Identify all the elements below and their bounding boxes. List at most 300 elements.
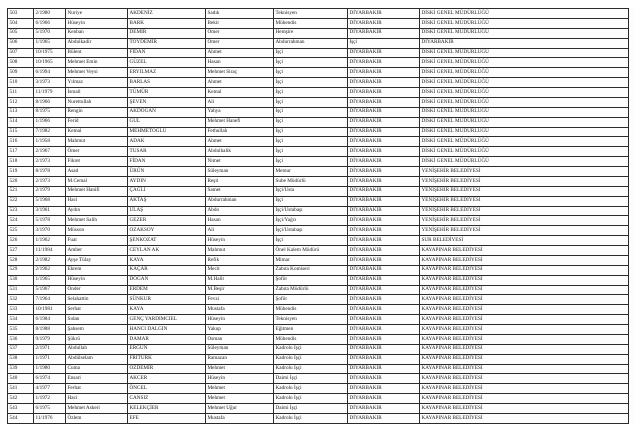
cell-no: 534 — [8, 315, 34, 325]
cell-job_title: Kadrolu İşçi — [274, 384, 348, 394]
cell-province: DİYARBAKIR — [348, 364, 420, 374]
cell-birth_year: 10/1975 — [34, 48, 66, 58]
cell-father_name: Mehmet — [206, 394, 274, 404]
table-row — [8, 97, 629, 107]
cell-birth_year: 11/1984 — [34, 246, 66, 256]
cell-no: 508 — [8, 58, 34, 68]
cell-birth_year: 2/1973 — [34, 176, 66, 186]
cell-job_title: Mühendis — [274, 18, 348, 28]
cell-father_name: Mahmut — [206, 246, 274, 256]
cell-last_name: KELEKÇİER — [128, 404, 206, 414]
cell-province: DİYARBAKIR — [348, 384, 420, 394]
cell-province: DİYARBAKIR — [348, 9, 420, 19]
cell-last_name: ERDEM — [128, 285, 206, 295]
cell-birth_year: 2/1982 — [34, 255, 66, 265]
cell-father_name: Reşit — [206, 176, 274, 186]
cell-father_name: Ahmet — [206, 48, 274, 58]
cell-birth_year: 5/1970 — [34, 28, 66, 38]
cell-province: DİYARBAKIR — [348, 58, 420, 68]
cell-no: 518 — [8, 157, 34, 167]
cell-province: DİYARBAKIR — [348, 186, 420, 196]
cell-first_name: Nuriye — [66, 9, 128, 19]
cell-first_name: Mehmet Veysi — [66, 68, 128, 78]
cell-institution: YENİŞEHİR BELEDİYESİ — [420, 167, 629, 177]
cell-first_name: Ferid — [66, 117, 128, 127]
cell-last_name: AKDOĞAN — [128, 107, 206, 117]
cell-last_name: ÖNCEL — [128, 384, 206, 394]
cell-province: DİYARBAKIR — [348, 88, 420, 98]
cell-first_name: Özlem — [66, 413, 128, 423]
cell-last_name: FRİTÜRK — [128, 354, 206, 364]
cell-no: 543 — [8, 404, 34, 414]
cell-first_name: Sıdan — [66, 315, 128, 325]
cell-birth_year: 1/1971 — [34, 354, 66, 364]
cell-last_name: KAYA — [128, 305, 206, 315]
cell-institution: DİSKİ GENEL MÜDÜRLÜĞÜ — [420, 9, 629, 19]
cell-institution: DİSKİ GENEL MÜDÜRLÜĞÜ — [420, 97, 629, 107]
cell-institution: KAYAPINAR BELEDİYESİ — [420, 364, 629, 374]
cell-first_name: Fuat — [66, 236, 128, 246]
cell-job_title: İşçi — [274, 147, 348, 157]
cell-province: DİYARBAKIR — [348, 147, 420, 157]
cell-institution: DİSKİ GENEL MÜDÜRLÜĞÜ — [420, 68, 629, 78]
cell-no: 509 — [8, 68, 34, 78]
cell-job_title: Kadrolu İşçi — [274, 364, 348, 374]
cell-no: 529 — [8, 265, 34, 275]
cell-birth_year: 11/1979 — [34, 88, 66, 98]
cell-province: DİYARBAKIR — [348, 117, 420, 127]
cell-father_name: Mehmet Uğur — [206, 404, 274, 414]
cell-birth_year: 2/1962 — [34, 265, 66, 275]
cell-institution: YENİŞEHİR BELEDİYESİ — [420, 226, 629, 236]
cell-father_name: Hüseyin — [206, 374, 274, 384]
cell-no: 536 — [8, 334, 34, 344]
cell-job_title: İşçi/Ustabaşı — [274, 226, 348, 236]
table-row — [8, 167, 629, 177]
cell-first_name: Abdulkadir — [66, 38, 128, 48]
cell-no: 504 — [8, 18, 34, 28]
cell-province: DİYARBAKIR — [348, 275, 420, 285]
cell-father_name: Fevzi — [206, 295, 274, 305]
cell-father_name: Osman — [206, 334, 274, 344]
cell-no: 537 — [8, 344, 34, 354]
cell-job_title: İşçi — [274, 78, 348, 88]
cell-institution: YENİŞEHİR BELEDİYESİ — [420, 196, 629, 206]
cell-no: 507 — [8, 48, 34, 58]
cell-birth_year: 6/1994 — [34, 68, 66, 78]
cell-birth_year: 10/1965 — [34, 58, 66, 68]
cell-institution: DİSKİ GENEL MÜDÜRLÜĞÜ — [420, 88, 629, 98]
cell-job_title: İşçi — [274, 196, 348, 206]
cell-last_name: DAMAR — [128, 334, 206, 344]
cell-father_name: Mustafa — [206, 413, 274, 423]
cell-father_name: Fethullah — [206, 127, 274, 137]
cell-no: 525 — [8, 226, 34, 236]
cell-province: DİYARBAKIR — [348, 226, 420, 236]
cell-father_name: Hasan — [206, 216, 274, 226]
cell-father_name: Sadık — [206, 9, 274, 19]
cell-first_name: Cuma — [66, 364, 128, 374]
cell-father_name: Ahmet — [206, 78, 274, 88]
cell-first_name: Ekrem — [66, 265, 128, 275]
cell-last_name: AYDIN — [128, 176, 206, 186]
cell-job_title: Kadrolu İşçi — [274, 413, 348, 423]
cell-last_name: ULAŞ — [128, 206, 206, 216]
cell-last_name: ÇAĞLI — [128, 186, 206, 196]
table-row — [8, 68, 629, 78]
cell-no: 532 — [8, 295, 34, 305]
cell-province: DİYARBAKIR — [348, 236, 420, 246]
cell-institution: YENİŞEHİR BELEDİYESİ — [420, 186, 629, 196]
cell-birth_year: 5/1967 — [34, 285, 66, 295]
cell-province: DİYARBAKIR — [348, 18, 420, 28]
cell-last_name: HANCI DALGIN — [128, 325, 206, 335]
cell-father_name: Refik — [206, 255, 274, 265]
cell-institution: KAYAPINAR BELEDİYESİ — [420, 344, 629, 354]
cell-job_title: Hemşire — [274, 28, 348, 38]
cell-institution: KAYAPINAR BELEDİYESİ — [420, 325, 629, 335]
cell-first_name: Kenban — [66, 28, 128, 38]
cell-last_name: OZAKSOY — [128, 226, 206, 236]
table-row — [8, 265, 629, 275]
table-row — [8, 127, 629, 137]
table-row — [8, 38, 629, 48]
cell-first_name: Serhat — [66, 305, 128, 315]
cell-father_name: Hüseyin — [206, 236, 274, 246]
cell-first_name: Kemal — [66, 127, 128, 137]
cell-job_title: İşçi — [274, 157, 348, 167]
cell-province: DİYARBAKIR — [348, 28, 420, 38]
cell-first_name: Haci — [66, 394, 128, 404]
cell-job_title: Mühendis — [274, 334, 348, 344]
cell-province: DİYARBAKIR — [348, 167, 420, 177]
cell-job_title: Önel Kalem Müdürü — [274, 246, 348, 256]
cell-father_name: Yahya — [206, 107, 274, 117]
cell-birth_year: 1/1958 — [34, 137, 66, 147]
cell-no: 544 — [8, 413, 34, 423]
table-row — [8, 137, 629, 147]
cell-province: DİYARBAKIR — [348, 413, 420, 423]
cell-last_name: EFE — [128, 413, 206, 423]
cell-father_name: Süleyman — [206, 167, 274, 177]
cell-province: DİYARBAKIR — [348, 354, 420, 364]
cell-no: 535 — [8, 325, 34, 335]
personnel-table — [7, 8, 629, 424]
cell-birth_year: 7/1964 — [34, 295, 66, 305]
cell-no: 530 — [8, 275, 34, 285]
cell-birth_year: 9/1979 — [34, 334, 66, 344]
cell-last_name: DOĞAN — [128, 275, 206, 285]
cell-birth_year: 8/1966 — [34, 97, 66, 107]
cell-last_name: TÜMÜR — [128, 88, 206, 98]
table-row — [8, 404, 629, 414]
cell-institution: KAYAPINAR BELEDİYESİ — [420, 315, 629, 325]
cell-job_title: İşçi/Ustabaşı — [274, 206, 348, 216]
cell-job_title: Kadrolu İşçi — [274, 344, 348, 354]
cell-last_name: CANSIZ — [128, 394, 206, 404]
table-row — [8, 18, 629, 28]
cell-first_name: Önder — [66, 285, 128, 295]
table-row — [8, 78, 629, 88]
cell-first_name: Nurettullah — [66, 97, 128, 107]
cell-father_name: M.Halit — [206, 275, 274, 285]
cell-province: DİYARBAKIR — [348, 305, 420, 315]
cell-institution: YENİŞEHİR BELEDİYESİ — [420, 216, 629, 226]
cell-no: 511 — [8, 88, 34, 98]
cell-birth_year: 8/1978 — [34, 167, 66, 177]
cell-last_name: KAYA — [128, 255, 206, 265]
cell-birth_year: 3/1973 — [34, 78, 66, 88]
table-row — [8, 226, 629, 236]
table-row — [8, 236, 629, 246]
cell-birth_year: 5/1978 — [34, 216, 66, 226]
cell-no: 503 — [8, 9, 34, 19]
cell-birth_year: 5/1968 — [34, 196, 66, 206]
cell-province: DİYARBAKIR — [348, 157, 420, 167]
cell-birth_year: 3/1961 — [34, 206, 66, 216]
cell-job_title: İşçi — [274, 236, 348, 246]
cell-birth_year: 2/1971 — [34, 344, 66, 354]
cell-job_title: Mimar — [274, 255, 348, 265]
cell-birth_year: 3/1970 — [34, 226, 66, 236]
cell-first_name: Rengin — [66, 107, 128, 117]
cell-first_name: M.Cemal — [66, 176, 128, 186]
cell-institution: DİSKİ GENEL MÜDÜRLÜĞÜ — [420, 58, 629, 68]
cell-no: 541 — [8, 384, 34, 394]
cell-father_name: Ali — [206, 226, 274, 236]
cell-last_name: KAÇAR — [128, 265, 206, 275]
cell-first_name: Şükrü — [66, 334, 128, 344]
cell-first_name: Bülent — [66, 48, 128, 58]
table-row — [8, 334, 629, 344]
table-row — [8, 246, 629, 256]
table-row — [8, 384, 629, 394]
cell-no: 505 — [8, 28, 34, 38]
cell-last_name: BARK — [128, 18, 206, 28]
document-page — [0, 8, 635, 423]
cell-father_name: Ömer — [206, 38, 274, 48]
cell-province: DİYARBAKIR — [348, 315, 420, 325]
cell-province: DİYARBAKIR — [348, 325, 420, 335]
cell-province: DİYARBAKIR — [348, 255, 420, 265]
cell-institution: KAYAPINAR BELEDİYESİ — [420, 374, 629, 384]
cell-no: 512 — [8, 97, 34, 107]
cell-institution: DİSKİ GENEL MÜDÜRLÜĞÜ — [420, 28, 629, 38]
cell-first_name: Mehmet Emin — [66, 58, 128, 68]
cell-province: DİYARBAKIR — [348, 265, 420, 275]
cell-first_name: Ömer — [66, 147, 128, 157]
table-row — [8, 107, 629, 117]
cell-no: 513 — [8, 107, 34, 117]
cell-no: 538 — [8, 354, 34, 364]
cell-father_name: Mehmet — [206, 384, 274, 394]
cell-birth_year: 8/1988 — [34, 325, 66, 335]
cell-job_title: Sube Müdürlü — [274, 176, 348, 186]
cell-job_title: Kadrolu İşçi — [274, 394, 348, 404]
cell-no: 514 — [8, 117, 34, 127]
cell-father_name: Ali — [206, 97, 274, 107]
cell-last_name: AKTAŞ — [128, 196, 206, 206]
cell-last_name: AKCER — [128, 374, 206, 384]
cell-job_title: İşçi — [274, 107, 348, 117]
table-row — [8, 157, 629, 167]
cell-no: 539 — [8, 364, 34, 374]
cell-institution: DİYARBAKIR — [420, 38, 629, 48]
cell-last_name: ÜRÜN — [128, 167, 206, 177]
cell-first_name: Mehmet Hanifi — [66, 186, 128, 196]
table-row — [8, 117, 629, 127]
cell-job_title: İşçi — [274, 117, 348, 127]
cell-institution: KAYAPINAR BELEDİYESİ — [420, 354, 629, 364]
cell-no: 521 — [8, 186, 34, 196]
cell-father_name: Mehmet Hanefi — [206, 117, 274, 127]
cell-no: 516 — [8, 137, 34, 147]
cell-first_name: Yılmaz — [66, 78, 128, 88]
cell-last_name: GENÇ YARDIMCIEL — [128, 315, 206, 325]
cell-birth_year: 7/1982 — [34, 127, 66, 137]
table-row — [8, 344, 629, 354]
cell-job_title: Şoför — [274, 275, 348, 285]
table-row — [8, 176, 629, 186]
cell-job_title: Daimi İşçi — [274, 374, 348, 384]
cell-no: 523 — [8, 206, 34, 216]
cell-birth_year: 1/1972 — [34, 394, 66, 404]
cell-no: 522 — [8, 196, 34, 206]
cell-father_name: Mecit — [206, 265, 274, 275]
cell-institution: DİSKİ GENEL MÜDÜRLÜĞÜ — [420, 48, 629, 58]
cell-institution: DİSKİ GENEL MÜDÜRLÜĞÜ — [420, 18, 629, 28]
cell-province: İşçi — [348, 38, 420, 48]
cell-birth_year: 2/1980 — [34, 9, 66, 19]
cell-first_name: Ayşe Tülay — [66, 255, 128, 265]
cell-last_name: ERYILMAZ — [128, 68, 206, 78]
cell-last_name: ŞEVEN — [128, 97, 206, 107]
table-row — [8, 275, 629, 285]
cell-father_name: Hüseyin — [206, 315, 274, 325]
cell-father_name: Mehmet Siraç — [206, 68, 274, 78]
table-row — [8, 364, 629, 374]
table-row — [8, 295, 629, 305]
cell-province: DİYARBAKIR — [348, 394, 420, 404]
cell-father_name: Ramazan — [206, 354, 274, 364]
cell-no: 510 — [8, 78, 34, 88]
cell-job_title: İşçi/Usta — [274, 186, 348, 196]
cell-first_name: Müsson — [66, 226, 128, 236]
cell-birth_year: 1/1965 — [34, 275, 66, 285]
table-row — [8, 186, 629, 196]
cell-job_title: İşçi — [274, 58, 348, 68]
table-row — [8, 305, 629, 315]
table-row — [8, 374, 629, 384]
table-row — [8, 285, 629, 295]
cell-no: 520 — [8, 176, 34, 186]
cell-no: 524 — [8, 216, 34, 226]
cell-first_name: Şahsem — [66, 325, 128, 335]
table-row — [8, 48, 629, 58]
cell-father_name: Abdurrahman — [206, 196, 274, 206]
table-row — [8, 147, 629, 157]
cell-first_name: Hüseyin — [66, 275, 128, 285]
cell-no: 515 — [8, 127, 34, 137]
cell-father_name: Kemal — [206, 88, 274, 98]
cell-birth_year: 1/1966 — [34, 117, 66, 127]
cell-father_name: Yakup — [206, 325, 274, 335]
cell-institution: KAYAPINAR BELEDİYESİ — [420, 305, 629, 315]
cell-job_title: Kadrolu İşçi — [274, 354, 348, 364]
cell-first_name: Fikret — [66, 157, 128, 167]
table-row — [8, 255, 629, 265]
cell-institution: KAYAPINAR BELEDİYESİ — [420, 285, 629, 295]
cell-last_name: FİDAN — [128, 48, 206, 58]
cell-father_name: Hasan — [206, 58, 274, 68]
cell-first_name: Ferhat — [66, 384, 128, 394]
cell-province: DİYARBAKIR — [348, 68, 420, 78]
cell-last_name: FİDAN — [128, 157, 206, 167]
cell-birth_year: 2/1967 — [34, 147, 66, 157]
cell-birth_year: 6/1966 — [34, 18, 66, 28]
cell-institution: KAYAPINAR BELEDİYESİ — [420, 394, 629, 404]
cell-institution: DİSKİ GENEL MÜDÜRLÜĞÜ — [420, 137, 629, 147]
cell-first_name: Mehmet Askeri — [66, 404, 128, 414]
cell-last_name: AKDENİZ — [128, 9, 206, 19]
cell-last_name: TOYDEMİR — [128, 38, 206, 48]
cell-first_name: Hüseyin — [66, 18, 128, 28]
cell-job_title: Abdurrahman — [274, 38, 348, 48]
cell-institution: YENİŞEHİR BELEDİYESİ — [420, 206, 629, 216]
table-row — [8, 354, 629, 364]
cell-first_name: Mahmut — [66, 137, 128, 147]
cell-last_name: DEMİR — [128, 28, 206, 38]
cell-birth_year: 6/1974 — [34, 374, 66, 384]
table-row — [8, 206, 629, 216]
cell-first_name: Ensari — [66, 374, 128, 384]
cell-first_name: Selahattin — [66, 295, 128, 305]
cell-province: DİYARBAKIR — [348, 216, 420, 226]
cell-first_name: Amber — [66, 246, 128, 256]
cell-last_name: GEZER — [128, 216, 206, 226]
cell-institution: DİSKİ GENEL MÜDÜRLÜĞÜ — [420, 107, 629, 117]
cell-province: DİYARBAKIR — [348, 48, 420, 58]
cell-no: 526 — [8, 236, 34, 246]
cell-father_name: M.Beşir — [206, 285, 274, 295]
table-row — [8, 58, 629, 68]
cell-job_title: Mühendis — [274, 305, 348, 315]
cell-institution: KAYAPINAR BELEDİYESİ — [420, 413, 629, 423]
cell-institution: DİSKİ GENEL MÜDÜRLÜĞÜ — [420, 127, 629, 137]
cell-last_name: MEHMETOĞLU — [128, 127, 206, 137]
cell-province: DİYARBAKIR — [348, 107, 420, 117]
table-row — [8, 88, 629, 98]
cell-father_name: Samet — [206, 186, 274, 196]
cell-institution: SUR BELEDİYESİ — [420, 236, 629, 246]
cell-last_name: ADAK — [128, 137, 206, 147]
cell-first_name: İsmail — [66, 88, 128, 98]
cell-no: 519 — [8, 167, 34, 177]
cell-father_name: Ahmet — [206, 137, 274, 147]
cell-job_title: İşçi — [274, 97, 348, 107]
cell-province: DİYARBAKIR — [348, 196, 420, 206]
cell-last_name: ERGÜN — [128, 344, 206, 354]
cell-birth_year: 10/1981 — [34, 305, 66, 315]
cell-no: 517 — [8, 147, 34, 157]
cell-job_title: İşçi — [274, 68, 348, 78]
table-row — [8, 28, 629, 38]
cell-first_name: Asad — [66, 167, 128, 177]
cell-father_name: Bekir — [206, 18, 274, 28]
cell-last_name: SÜNKUR — [128, 295, 206, 305]
cell-no: 542 — [8, 394, 34, 404]
table-body — [8, 9, 629, 424]
